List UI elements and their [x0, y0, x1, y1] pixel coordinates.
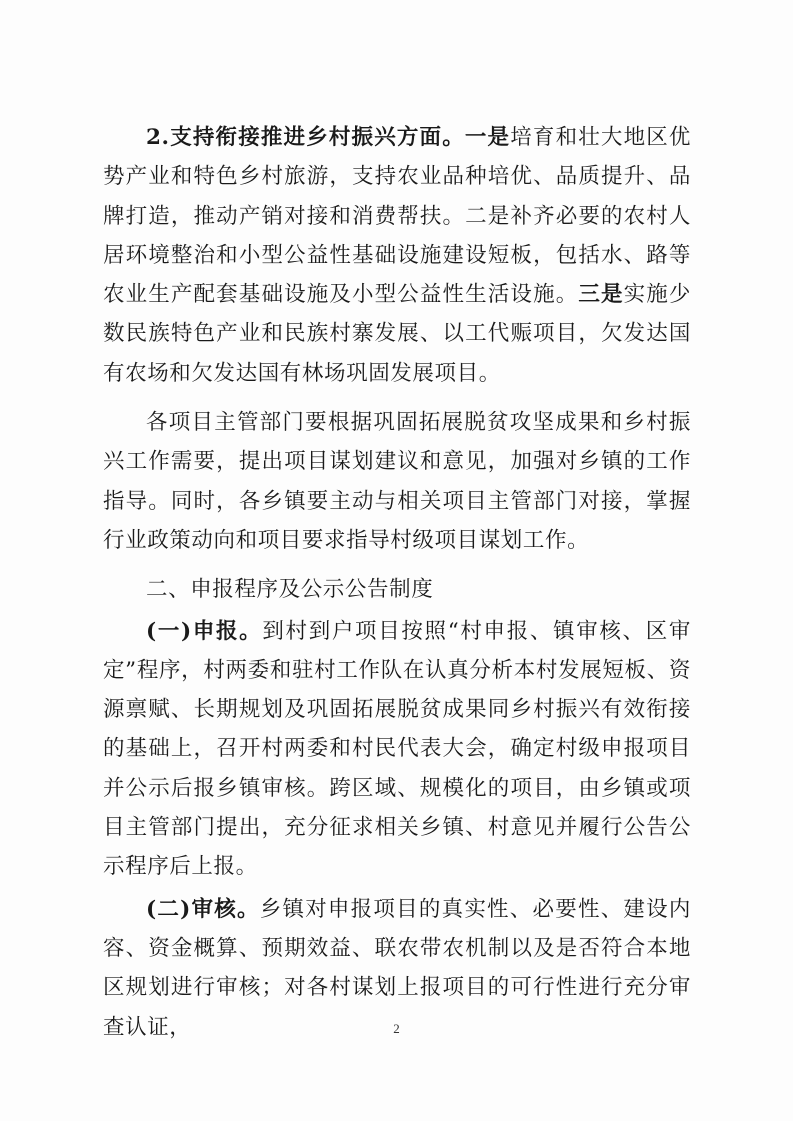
- paragraph-lead: 2.支持衔接推进乡村振兴方面。: [146, 125, 465, 150]
- paragraph-text: 培育和壮大地区优势产业和特色乡村旅游，支持农业品种培优、品质提升、品牌打造，推动产销对接和消费帮扶。二是补齐必要的农村人居环境整治和小型公益性基础设施建设短板，包括水、路等农业生产配套基础设施及小型公益性生活设施。: [103, 125, 692, 308]
- paragraph-text: 乡镇对申报项目的真实性、必要性、建设内容、资金概算、预期效益、联农带农机制以及是否符合本地区规划进行审核；对各村谋划上报项目的可行性进行充分审查认证，: [103, 896, 691, 1040]
- paragraph-department-guidance: 各项目主管部门要根据巩固拓展脱贫攻坚成果和乡村振兴工作需要，提出项目谋划建议和意见，加强对乡镇的工作指导。同时，各乡镇要主动与相关项目主管部门对接，掌握行业政策动向和项目要求指导村级项目谋划工作。: [103, 410, 691, 553]
- document-body: [103, 118, 691, 1047]
- paragraph-lead: (二)审核。: [146, 896, 260, 922]
- paragraph-lead: (一)申报。: [146, 618, 263, 644]
- paragraph-text: 实施少数民族特色产业和民族村寨发展、以工代赈项目，欠发达国有农场和欠发达国有林场巩固发展项目。: [103, 282, 691, 386]
- item-three-label: 三是: [578, 282, 624, 308]
- paragraph-application: [103, 612, 691, 887]
- paragraph-text: 到村到户项目按照“村申报、镇审核、区审定”程序，村两委和驻村工作队在认真分析本村发展短板、资源禀赋、长期规划及巩固拓展脱贫成果同乡村振兴有效衔接的基础上，召开村两委和村民代表大会，确定村级申报项目并公示后报乡镇审核。跨区域、规模化的项目，由乡镇或项目主管部门提出，充分征求相关乡镇、村意见并履行公告公示程序后上报。: [103, 618, 691, 880]
- paragraph-rural-revitalization: [103, 118, 691, 393]
- section-heading: 二、申报程序及公示公告制度: [146, 577, 434, 603]
- item-one-label: 一是: [464, 125, 511, 150]
- page-number: 2: [393, 1021, 400, 1036]
